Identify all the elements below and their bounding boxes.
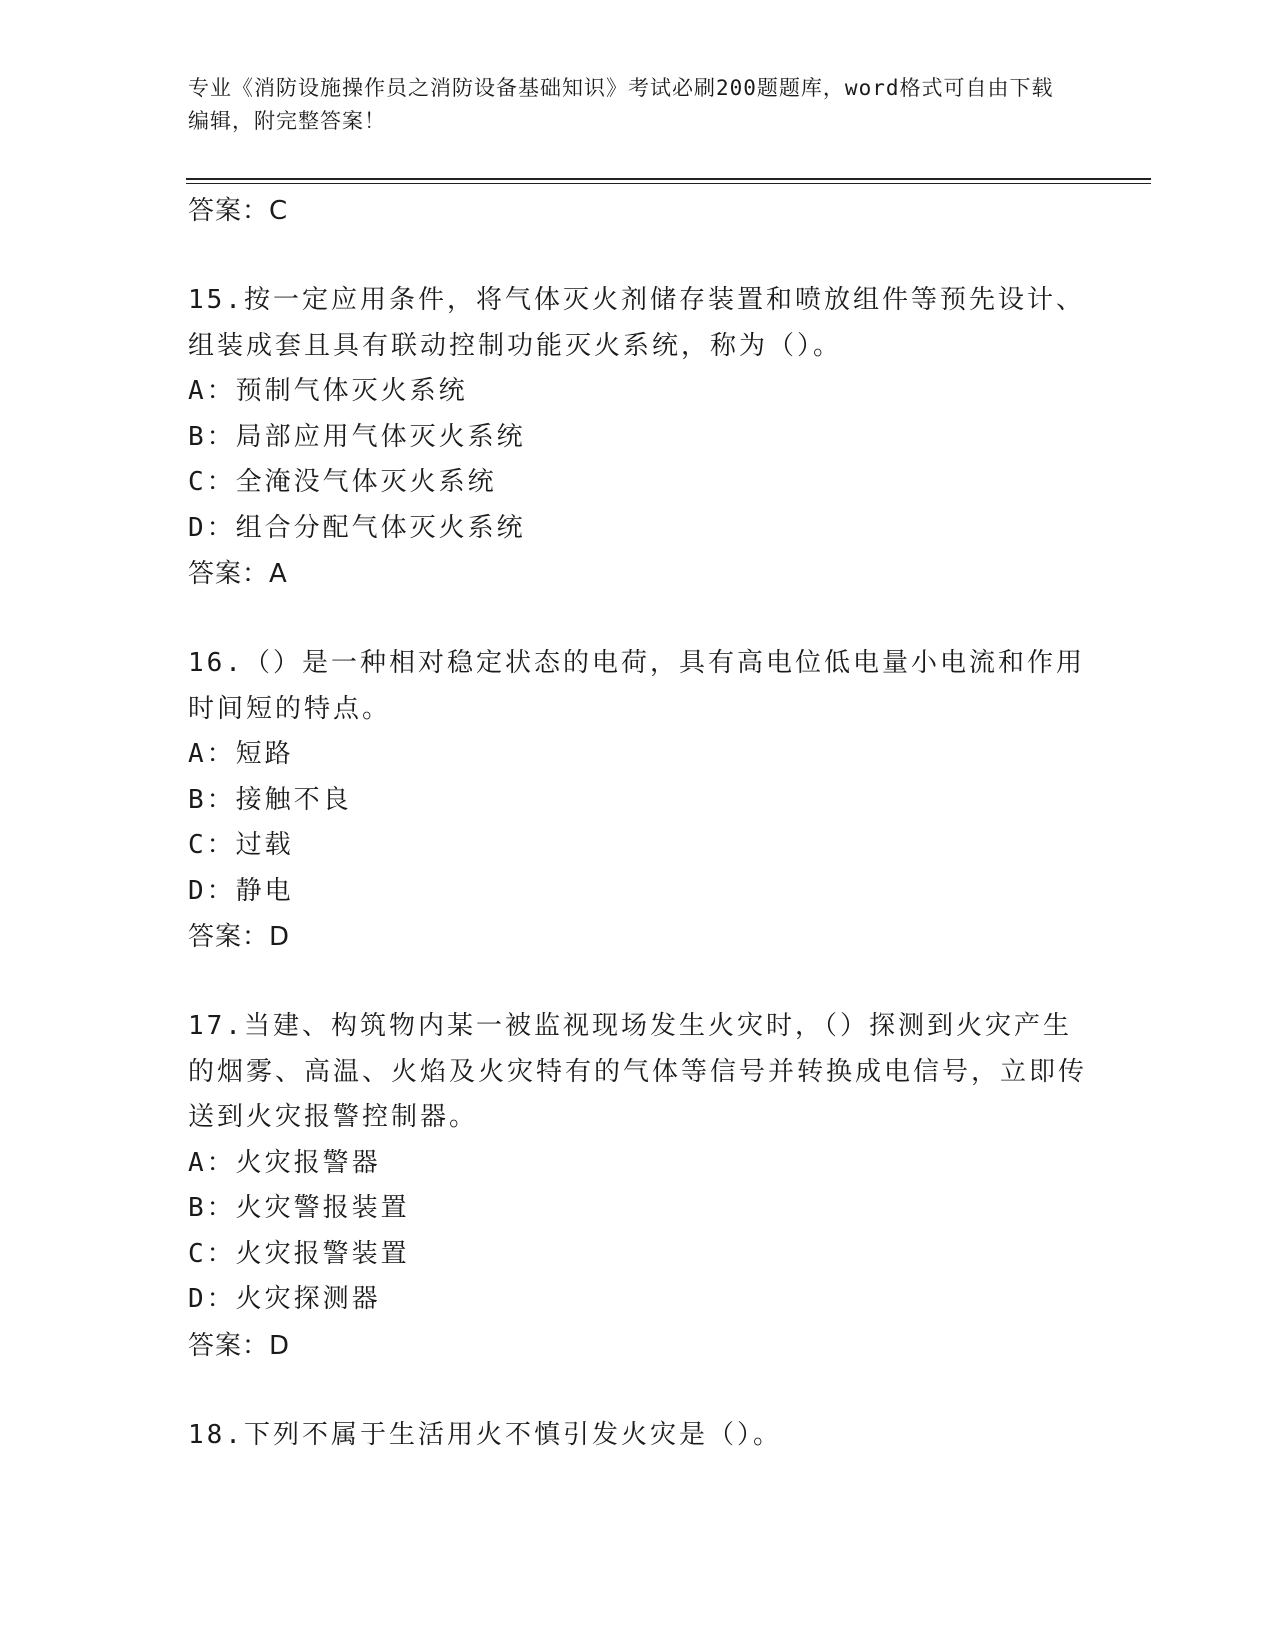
option-c: C：过载 <box>188 830 294 860</box>
header-text: 专业《消防设施操作员之消防设备基础知识》考试必刷200题题库，word格式可自由下载编辑，附完整答案！ <box>188 76 1054 133</box>
question-16 <box>188 641 1088 960</box>
question-17 <box>188 1004 1088 1369</box>
option-a: A：火灾报警器 <box>188 1147 381 1178</box>
answer-line: 答案：C <box>188 196 289 226</box>
answer-line: 答案：D <box>188 922 291 952</box>
option-d: D：静电 <box>188 875 294 906</box>
option-a: A：短路 <box>188 739 294 769</box>
option-b: B：火灾警报装置 <box>188 1193 410 1223</box>
question-18 <box>188 1413 1088 1459</box>
question-list <box>188 188 1088 1458</box>
option-d: D：组合分配气体灭火系统 <box>188 512 526 543</box>
question-stem: 16.（）是一种相对稳定状态的电荷，具有高电位低电量小电流和作用时间短的特点。 <box>188 648 1085 724</box>
question-stem: 15.按一定应用条件，将气体灭火剂储存装置和喷放组件等预先设计、组装成套且具有联动控制功能灭火系统，称为（）。 <box>188 285 1085 361</box>
option-c: C：全淹没气体灭火系统 <box>188 467 497 497</box>
answer-line: 答案：A <box>188 559 288 589</box>
option-d: D：火灾探测器 <box>188 1284 381 1314</box>
question-15 <box>188 278 1088 597</box>
option-a: A：预制气体灭火系统 <box>188 376 468 406</box>
option-b: B：接触不良 <box>188 784 352 815</box>
document-header <box>188 72 1068 138</box>
header-divider <box>186 178 1151 180</box>
header-divider-thin <box>186 183 1151 184</box>
question-stem: 18.下列不属于生活用火不慎引发火灾是（）。 <box>188 1419 782 1450</box>
answer-line: 答案：D <box>188 1330 291 1361</box>
question-stem: 17.当建、构筑物内某一被监视现场发生火灾时，（）探测到火灾产生的烟雾、高温、火焰及火灾特有的气体等信号并转换成电信号，立即传送到火灾报警控制器。 <box>188 1011 1088 1132</box>
option-c: C：火灾报警装置 <box>188 1238 410 1269</box>
option-b: B：局部应用气体灭火系统 <box>188 421 526 452</box>
